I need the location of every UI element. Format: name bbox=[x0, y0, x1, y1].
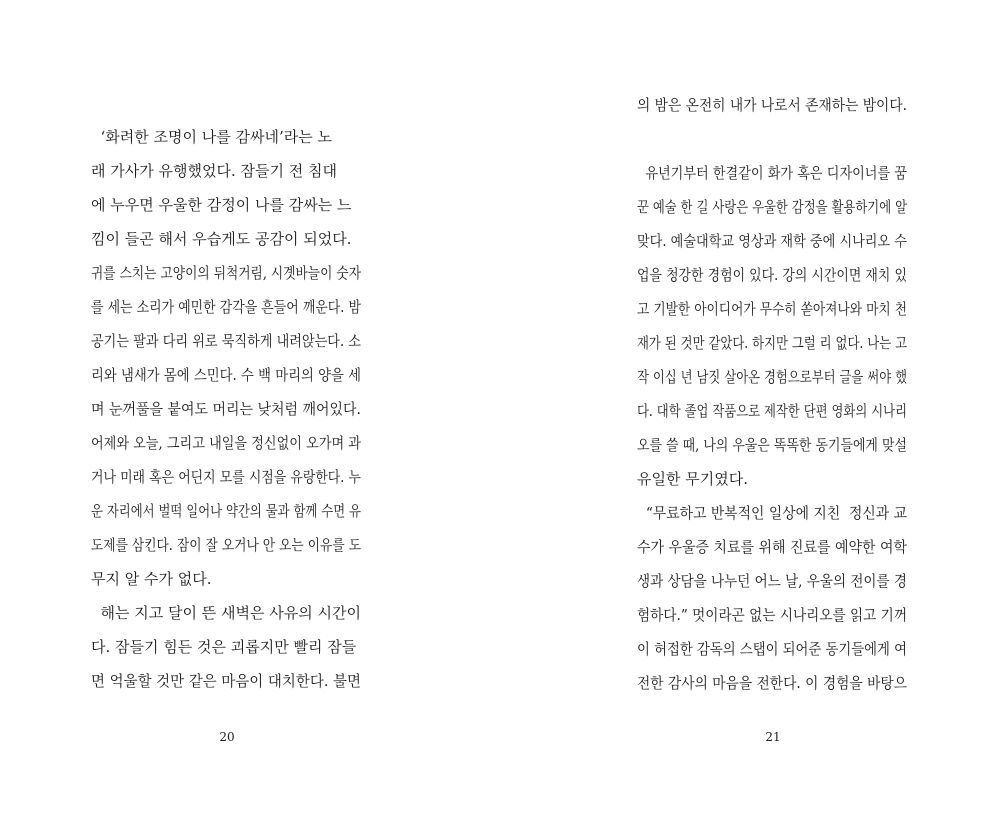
text-line: ‘화려한 조명이 나를 감싸네’라는 노 bbox=[91, 128, 333, 146]
text-line: 전한 감사의 마음을 전한다. 이 경험을 바탕으 bbox=[637, 674, 907, 692]
text-line: 이 허접한 감독의 스탭이 되어준 동기들에게 여 bbox=[637, 640, 908, 658]
text-line: 다. 대학 졸업 작품으로 제작한 단편 영화의 시나리 bbox=[637, 402, 908, 420]
text-line: 꾼 예술 한 길 사랑은 우울한 감정을 활용하기에 알 bbox=[637, 198, 908, 216]
text-line: 며 눈꺼풀을 붙여도 머리는 낮처럼 깨어있다. bbox=[91, 400, 361, 418]
text-line: 생과 상담을 나누던 어느 날, 우울의 전이를 경 bbox=[637, 572, 907, 590]
text-line: 귀를 스치는 고양이의 뒤척거림, 시곗바늘이 숫자 bbox=[91, 264, 361, 282]
text-line: 래 가사가 유행했었다. 잠들기 전 침대 bbox=[91, 162, 337, 180]
text-line: 수가 우울증 치료를 위해 진료를 예약한 여학 bbox=[637, 538, 907, 556]
text-line: 면 억울할 것만 같은 마음이 대치한다. 불면 bbox=[91, 672, 362, 690]
text-line: 거나 미래 혹은 어딘지 모를 시점을 유랑한다. 누 bbox=[91, 468, 361, 486]
text-line: 업을 청강한 경험이 있다. 강의 시간이면 재치 있 bbox=[637, 266, 907, 284]
text-line: 어제와 오늘, 그리고 내일을 정신없이 오가며 과 bbox=[91, 434, 361, 452]
text-line: 공기는 팔과 다리 위로 묵직하게 내려앉는다. 소 bbox=[91, 332, 361, 350]
text-line: 를 세는 소리가 예민한 감각을 흔들어 깨운다. 밤 bbox=[91, 298, 361, 316]
text-line: 맞다. 예술대학교 영상과 재학 중에 시나리오 수 bbox=[637, 232, 907, 250]
text-line: 낌이 들곤 해서 우습게도 공감이 되었다. bbox=[91, 230, 352, 248]
text-line: 유년기부터 한결같이 화가 혹은 디자이너를 꿈 bbox=[637, 164, 907, 182]
page-number: 21 bbox=[765, 730, 781, 744]
text-line: 험하다.” 멋이라곤 없는 시나리오를 읽고 기꺼 bbox=[637, 606, 908, 624]
text-line: 오를 쓸 때, 나의 우울은 똑똑한 동기들에게 맞설 bbox=[637, 436, 907, 454]
page-number: 20 bbox=[219, 730, 235, 744]
text-line: 도제를 삼킨다. 잠이 잘 오거나 안 오는 이유를 도 bbox=[91, 536, 361, 554]
text-line: 고 기발한 아이디어가 무수히 쏟아져나와 마치 천 bbox=[637, 300, 907, 318]
text-line: 재가 된 것만 같았다. 하지만 그럴 리 없다. 나는 고 bbox=[637, 334, 908, 352]
text-line: 운 자리에서 벌떡 일어나 약간의 물과 함께 수면 유 bbox=[91, 502, 362, 520]
text-line: 작 이십 년 남짓 살아온 경험으로부터 글을 써야 했 bbox=[637, 368, 908, 386]
text-line: 에 누우면 우울한 감정이 나를 감싸는 느 bbox=[91, 196, 352, 214]
text-line: 해는 지고 달이 뜬 새벽은 사유의 시간이 bbox=[91, 604, 361, 622]
text-line: 리와 냄새가 몸에 스민다. 수 백 마리의 양을 세 bbox=[91, 366, 361, 384]
text-line: 무지 알 수가 없다. bbox=[91, 570, 212, 588]
text-line: 유일한 무기였다. bbox=[637, 470, 748, 488]
text-line: 의 밤은 온전히 내가 나로서 존재하는 밤이다. bbox=[637, 96, 907, 114]
text-line: “무료하고 반복적인 일상에 지친 정신과 교 bbox=[637, 504, 908, 522]
right-page bbox=[500, 0, 1000, 818]
text-line: 다. 잠들기 힘든 것은 괴롭지만 빨리 잠들 bbox=[91, 638, 357, 656]
